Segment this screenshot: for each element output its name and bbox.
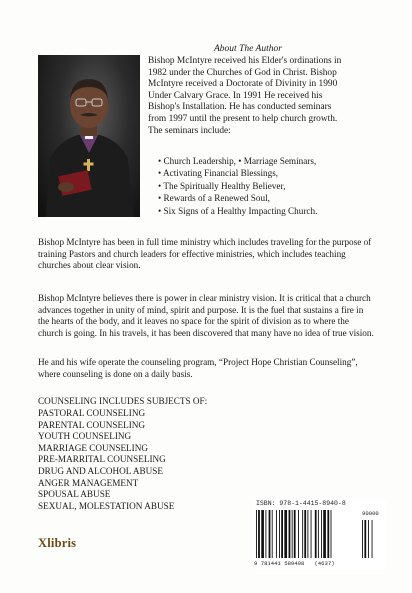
seminar-item: • Church Leadership, • Marriage Seminars, [158, 155, 317, 167]
intro-line: Bishop McIntyre received his Elder's ordinations in [148, 56, 342, 66]
barcode-extra: (4637) [314, 560, 335, 567]
counseling-item: DRUG AND ALCOHOL ABUSE [38, 465, 163, 476]
intro-line: 1982 under the Churches of God in Christ. Bishop [148, 67, 337, 78]
intro-line: Under Calvary Grace. In 1991 He received his [148, 90, 323, 101]
vision-paragraph: Bishop McIntyre believes there is power in clear ministry vision. It is critical that a church advances together in unity of mind, spirit and purpose. It is the fuel that sustains a fire in the hearts of the body, and it leaves no space for the spirit of division as to where the church is going. In his travels, it has been discovered that many have no idea of true vision. [38, 293, 374, 338]
addon-digits: 90000 [362, 510, 379, 517]
author-portrait-image [38, 55, 140, 217]
counseling-item: MARRIAGE COUNSELING [38, 442, 148, 453]
counseling-title: COUNSELING INCLUDES SUBJECTS OF: [38, 396, 208, 406]
counseling-program-paragraph: He and his wife operate the counseling program, “Project Hope Christian Counseling”, where counseling is done on a daily basis. [38, 357, 358, 379]
isbn-label: ISBN: 978-1-4415-8940-8 [256, 500, 346, 507]
counseling-item: PASTORAL COUNSELING [38, 408, 146, 418]
seminar-item: • The Spiritually Healthy Believer, [158, 180, 317, 192]
counseling-item: PRE-MARRITAL COUNSELING [38, 454, 166, 465]
counseling-item: SEXUAL, MOLESTATION ABUSE [38, 500, 175, 511]
barcode-digits: 9 781441 589408 [254, 560, 305, 567]
publisher-logo: Xlibris [38, 536, 77, 550]
intro-line: Bishop's Installation. He has conducted seminars [148, 102, 332, 113]
author-intro [148, 56, 386, 137]
ministry-paragraph: Bishop McIntyre has been in full time ministry which includes traveling for the purpose of training Pastors and church leaders for effective ministries, which includes teaching churches about clear vision. [38, 237, 372, 271]
intro-line: from 1997 until the present to help church growth. [148, 113, 338, 124]
counseling-item: YOUTH COUNSELING [38, 431, 132, 442]
barcode-image [256, 510, 378, 558]
counseling-item: SPOUSAL ABUSE [38, 489, 111, 500]
seminar-item: • Activating Financial Blessings, [158, 167, 317, 179]
intro-line: The seminars include: [148, 125, 231, 136]
counseling-item: ANGER MANAGEMENT [38, 477, 139, 488]
counseling-list [38, 408, 174, 512]
about-author-heading: About The Author [214, 44, 282, 54]
intro-line: McIntyre received a Doctorate of Divinity in 1990 [148, 79, 338, 90]
counseling-item: PARENTAL COUNSELING [38, 419, 146, 430]
author-photo [38, 55, 140, 217]
barcode-digits-row [254, 560, 335, 567]
seminar-item: • Six Signs of a Healthy Impacting Church. [158, 205, 317, 217]
seminar-item: • Rewards of a Renewed Soul, [158, 192, 317, 204]
seminar-list [158, 155, 317, 217]
